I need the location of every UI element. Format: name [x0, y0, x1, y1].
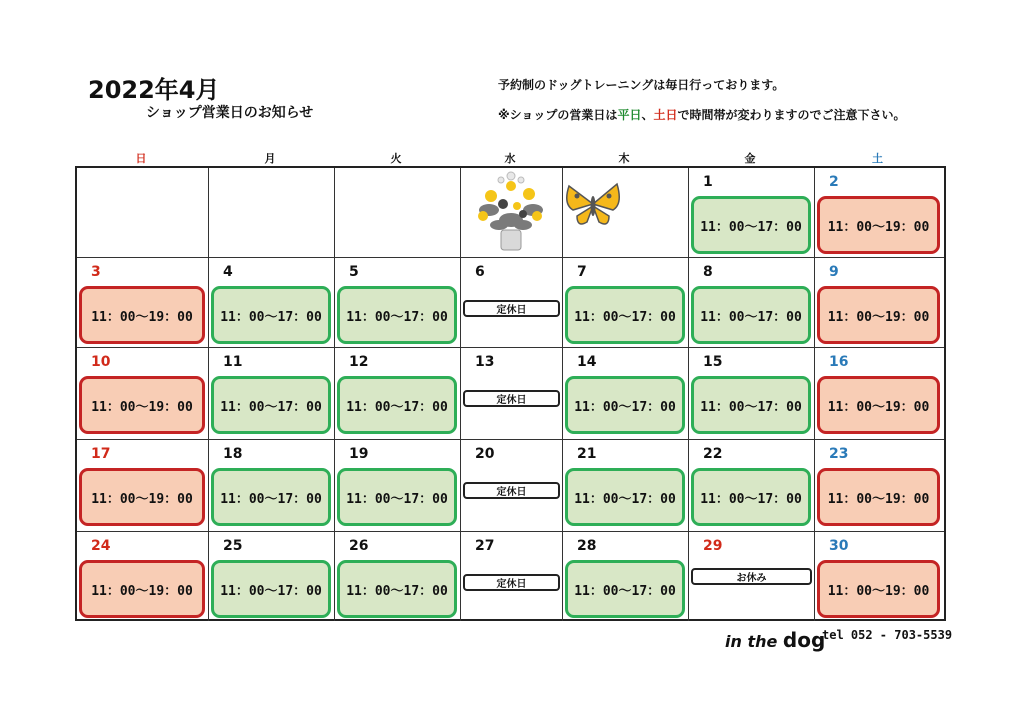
day-number: 11 [223, 354, 243, 370]
day-number: 15 [703, 354, 723, 370]
flower-bouquet-icon [471, 170, 551, 256]
logo-text-b: dog [782, 628, 826, 652]
day-number: 8 [703, 264, 713, 280]
weekend-hours-pill: 11：00～19：00 [79, 286, 205, 344]
weekend-hours-pill: 11：00～19：00 [817, 560, 940, 618]
weekday-hours-pill: 11：00～17：00 [691, 286, 811, 344]
calendar-day-cell [77, 168, 209, 258]
calendar-day-cell [461, 168, 563, 258]
calendar-day-cell [689, 440, 815, 532]
weekday-hours-pill: 11：00～17：00 [211, 560, 331, 618]
day-number: 13 [475, 354, 495, 370]
hours-note-prefix: ※ショップの営業日は [498, 108, 618, 122]
weekday-hours-pill: 11：00～17：00 [565, 286, 685, 344]
calendar-day-cell [461, 348, 563, 440]
day-number: 10 [91, 354, 111, 370]
day-number: 18 [223, 446, 243, 462]
day-number: 9 [829, 264, 839, 280]
day-number: 27 [475, 538, 495, 554]
calendar-grid [75, 166, 946, 621]
day-number: 12 [349, 354, 369, 370]
weekend-hours-pill: 11：00～19：00 [79, 376, 205, 434]
day-number: 30 [829, 538, 849, 554]
hours-note-weekday: 平日 [617, 108, 642, 122]
weekday-label: 月 [264, 152, 276, 165]
page-subtitle: ショップ営業日のお知らせ [146, 105, 314, 121]
calendar-day-cell [563, 348, 689, 440]
calendar-day-cell [815, 168, 944, 258]
calendar-day-cell [563, 440, 689, 532]
day-number: 16 [829, 354, 849, 370]
calendar-day-cell [689, 348, 815, 440]
butterfly-icon [563, 176, 623, 232]
weekday-hours-pill: 11：00～17：00 [211, 468, 331, 526]
calendar-day-cell [815, 440, 944, 532]
weekday-hours-pill: 11：00～17：00 [337, 286, 457, 344]
day-number: 20 [475, 446, 495, 462]
weekday-hours-pill: 11：00～17：00 [691, 376, 811, 434]
weekend-hours-pill: 11：00～19：00 [79, 468, 205, 526]
weekend-hours-pill: 11：00～19：00 [817, 376, 940, 434]
weekday-label: 水 [504, 152, 516, 165]
day-number: 5 [349, 264, 359, 280]
day-number: 28 [577, 538, 597, 554]
weekday-hours-pill: 11：00～17：00 [337, 560, 457, 618]
weekday-hours-pill: 11：00～17：00 [337, 468, 457, 526]
calendar-day-cell [209, 258, 335, 348]
logo-text-a: in the [725, 632, 783, 651]
training-note: 予約制のドッグトレーニングは毎日行っております。 [498, 78, 785, 92]
calendar-day-cell [209, 348, 335, 440]
calendar-day-cell [77, 532, 209, 621]
calendar-day-cell [209, 440, 335, 532]
holiday-label: お休み [691, 568, 812, 585]
day-number: 25 [223, 538, 243, 554]
calendar-day-cell [77, 348, 209, 440]
calendar-day-cell [689, 258, 815, 348]
calendar-day-cell [335, 532, 461, 621]
calendar-day-cell [563, 532, 689, 621]
day-number: 24 [91, 538, 111, 554]
calendar-day-cell [335, 440, 461, 532]
calendar-day-cell [563, 168, 689, 258]
weekend-hours-pill: 11：00～19：00 [79, 560, 205, 618]
weekday-label: 金 [744, 152, 756, 165]
weekday-hours-pill: 11：00～17：00 [211, 376, 331, 434]
closed-day-label: 定休日 [463, 482, 560, 499]
calendar-day-cell [461, 440, 563, 532]
phone-number: tel 052 - 703-5539 [822, 628, 953, 642]
hours-note-weekend: 土日 [653, 108, 678, 122]
day-number: 1 [703, 174, 713, 190]
day-number: 26 [349, 538, 369, 554]
day-number: 19 [349, 446, 369, 462]
calendar-day-cell [335, 168, 461, 258]
calendar-day-cell [335, 348, 461, 440]
closed-day-label: 定休日 [463, 390, 560, 407]
weekend-hours-pill: 11：00～19：00 [817, 196, 940, 254]
weekday-label: 木 [618, 152, 630, 165]
weekday-hours-pill: 11：00～17：00 [565, 560, 685, 618]
calendar-day-cell [77, 258, 209, 348]
calendar-day-cell [77, 440, 209, 532]
weekday-hours-pill: 11：00～17：00 [211, 286, 331, 344]
calendar-day-cell [563, 258, 689, 348]
calendar-day-cell [335, 258, 461, 348]
calendar-day-cell [461, 258, 563, 348]
weekday-hours-pill: 11：00～17：00 [337, 376, 457, 434]
day-number: 14 [577, 354, 597, 370]
calendar-day-cell [461, 532, 563, 621]
weekday-hours-pill: 11：00～17：00 [565, 376, 685, 434]
weekend-hours-pill: 11：00～19：00 [817, 468, 940, 526]
weekend-hours-pill: 11：00～19：00 [817, 286, 940, 344]
calendar-day-cell [815, 532, 944, 621]
weekday-hours-pill: 11：00～17：00 [565, 468, 685, 526]
closed-day-label: 定休日 [463, 300, 560, 317]
weekday-label: 土 [872, 152, 883, 165]
shop-logo [725, 628, 825, 652]
weekday-label: 日 [135, 152, 147, 165]
calendar-day-cell [209, 532, 335, 621]
day-number: 22 [703, 446, 723, 462]
calendar-day-cell [209, 168, 335, 258]
hours-note [498, 106, 906, 123]
page-title: 2022年4月 [88, 76, 220, 104]
calendar-day-cell [815, 258, 944, 348]
calendar-day-cell [689, 168, 815, 258]
calendar-day-cell [689, 532, 815, 621]
day-number: 17 [91, 446, 111, 462]
day-number: 21 [577, 446, 597, 462]
day-number: 7 [577, 264, 587, 280]
hours-note-suffix: で時間帯が変わりますのでご注意下さい。 [677, 108, 906, 122]
closed-day-label: 定休日 [463, 574, 560, 591]
calendar-day-cell [815, 348, 944, 440]
weekday-label: 火 [390, 152, 402, 165]
day-number: 3 [91, 264, 101, 280]
weekday-hours-pill: 11：00～17：00 [691, 468, 811, 526]
day-number: 2 [829, 174, 839, 190]
day-number: 29 [703, 538, 723, 554]
hours-note-sep: 、 [641, 108, 654, 122]
day-number: 23 [829, 446, 849, 462]
day-number: 4 [223, 264, 233, 280]
day-number: 6 [475, 264, 485, 280]
weekday-hours-pill: 11：00～17：00 [691, 196, 811, 254]
